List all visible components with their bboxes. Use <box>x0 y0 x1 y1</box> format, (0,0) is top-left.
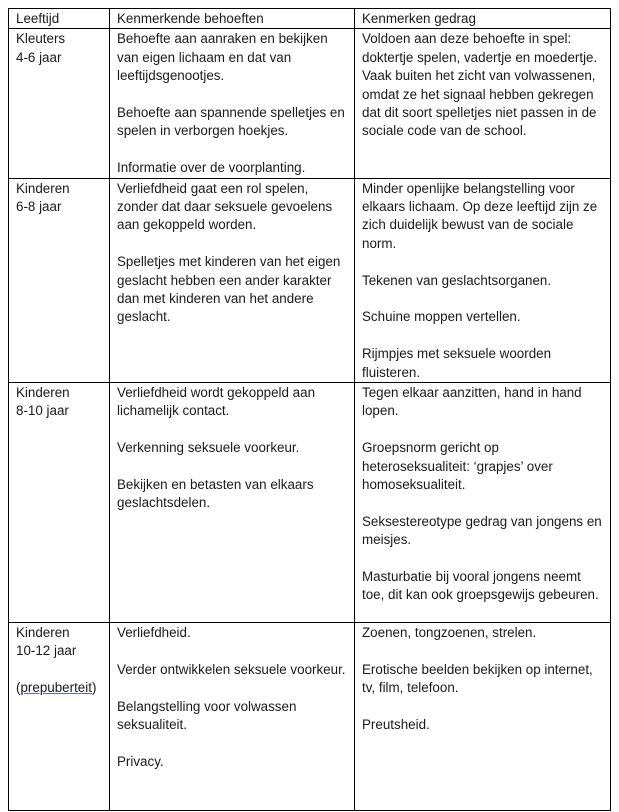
behavior-cell <box>355 178 611 382</box>
needs-item: Privacy. <box>117 753 164 769</box>
needs-item: Verliefdheid gaat een rol spelen, zonder dat daar seksuele gevoelens aan gekoppeld worden. <box>117 180 333 233</box>
behavior-item: Rijmpjes met seksuele woorden fluisteren. <box>362 346 552 380</box>
needs-item: Behoefte aan aanraken en bekijken van eigen lichaam en dat van leeftijdsgenootjes. <box>117 31 328 84</box>
needs-cell <box>110 383 355 623</box>
age-range-label: 10-12 jaar <box>16 643 77 659</box>
age-cell <box>9 623 110 811</box>
blank-line <box>16 661 105 679</box>
age-range-label: 4-6 jaar <box>16 49 62 65</box>
table-row <box>9 178 611 382</box>
behavior-item: Erotische beelden bekijken op internet, tv, film, telefoon. <box>362 661 593 696</box>
behavior-item: Preutsheid. <box>362 717 430 733</box>
needs-item: Bekijken en betasten van elkaars geslachtsdelen. <box>117 477 314 511</box>
age-range-label: 8-10 jaar <box>16 403 69 419</box>
age-range-label: 6-8 jaar <box>16 199 62 215</box>
needs-item: Verliefdheid wordt gekoppeld aan lichamelijk contact. <box>117 385 316 419</box>
age-note-open: ( <box>16 680 21 696</box>
age-cell <box>9 29 110 178</box>
needs-item: Informatie over de voorplanting. <box>117 160 306 176</box>
needs-cell <box>110 29 355 178</box>
age-group-label: Kinderen <box>16 625 70 641</box>
age-group-label: Kleuters <box>16 31 66 47</box>
header-age: Leeftijd <box>9 9 110 29</box>
behavior-cell <box>355 383 611 623</box>
needs-item: Behoefte aan spannende spelletjes en spelen in verborgen hoekjes. <box>117 105 345 139</box>
age-group-label: Kinderen <box>16 180 70 196</box>
age-note <box>16 679 105 697</box>
age-note-close: ) <box>91 680 97 696</box>
age-note-term: prepuberteit <box>20 680 92 696</box>
behavior-cell <box>355 623 611 811</box>
age-group-label: Kinderen <box>16 385 70 401</box>
behavior-item: Groepsnorm gericht op heteroseksualiteit: ‘grapjes’ over homoseksualiteit. <box>362 440 553 493</box>
development-table <box>8 8 611 811</box>
behavior-item: Minder openlijke belangstelling voor elkaars lichaam. Op deze leeftijd zijn ze zich duidelijk bewust van de sociale norm. <box>362 180 598 251</box>
behavior-item: Voldoen aan deze behoefte in spel: doktertje spelen, vadertje en moedertje. Vaak buiten het zicht van volwassenen, omdat ze het signaal hebben gekregen dat dit soort spelletjes niet passen in de sociale code van de school. <box>362 31 598 139</box>
table-row <box>9 383 611 623</box>
needs-item: Belangstelling voor volwassen seksualiteit. <box>117 698 297 733</box>
table-row <box>9 29 611 178</box>
behavior-item: Tekenen van geslachtsorganen. <box>362 272 552 288</box>
behavior-cell <box>355 29 611 178</box>
needs-item: Verliefdheid. <box>117 625 191 641</box>
header-needs: Kenmerkende behoeften <box>110 9 355 29</box>
behavior-item: Seksestereotype gedrag van jongens en meisjes. <box>362 513 602 548</box>
needs-cell <box>110 178 355 382</box>
behavior-item: Masturbatie bij vooral jongens neemt toe, dit kan ook groepsgewijs gebeuren. <box>362 569 599 603</box>
behavior-item: Zoenen, tongzoenen, strelen. <box>362 625 537 641</box>
age-cell <box>9 178 110 382</box>
behavior-item: Tegen elkaar aanzitten, hand in hand lopen. <box>362 385 582 419</box>
age-cell <box>9 383 110 623</box>
header-row <box>9 9 611 29</box>
behavior-item: Schuine moppen vertellen. <box>362 309 521 325</box>
needs-item: Spelletjes met kinderen van het eigen geslacht hebben een ander karakter dan met kinderen van het andere geslacht. <box>117 254 341 325</box>
table-row <box>9 623 611 811</box>
needs-item: Verder ontwikkelen seksuele voorkeur. <box>117 661 346 677</box>
header-behavior: Kenmerken gedrag <box>355 9 611 29</box>
needs-cell <box>110 623 355 811</box>
needs-item: Verkenning seksuele voorkeur. <box>117 440 300 456</box>
